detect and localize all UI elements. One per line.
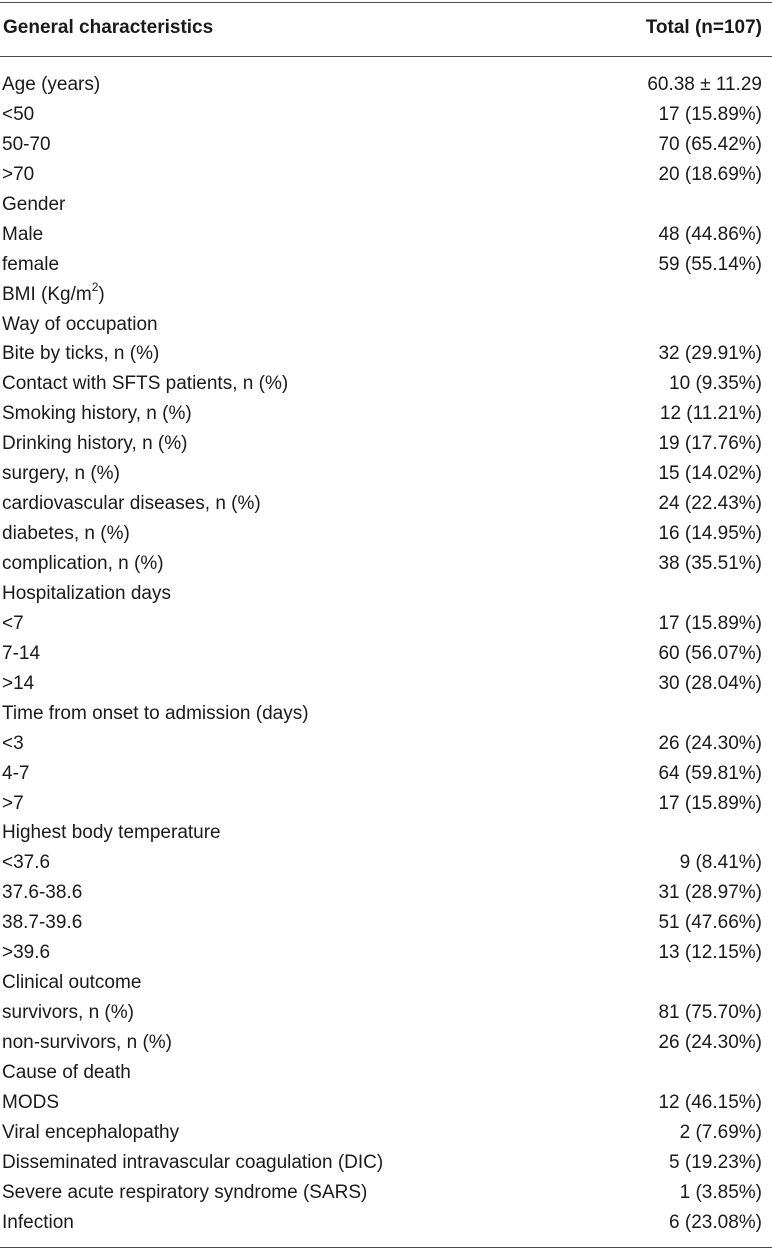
row-value: 24 (22.43%): [658, 493, 762, 515]
row-label: Viral encephalopathy: [2, 1121, 180, 1143]
table-row: [0, 549, 772, 579]
row-value: 19 (17.76%): [658, 433, 762, 455]
row-value: 38 (35.51%): [658, 553, 762, 574]
row-label: Disseminated intravascular coagulation (DIC): [2, 1151, 384, 1173]
row-label: Bite by ticks, n (%): [2, 343, 160, 365]
table-row: [0, 280, 772, 310]
table-row: [0, 369, 772, 399]
row-label: 50-70: [2, 133, 51, 155]
row-value: 60 (56.07%): [658, 642, 762, 664]
row-value: 6 (23.08%): [669, 1211, 762, 1233]
row-value: 70 (65.42%): [658, 133, 762, 155]
table-row: [0, 1148, 772, 1178]
table-row: [0, 100, 772, 130]
row-value: 26 (24.30%): [658, 732, 762, 754]
table-row: [0, 310, 772, 340]
row-label: 37.6-38.6: [2, 882, 83, 904]
row-label: Cause of death: [2, 1061, 131, 1083]
row-label: cardiovascular diseases, n (%): [2, 493, 261, 515]
row-value: 64 (59.81%): [658, 762, 762, 784]
table-body: [0, 70, 772, 1238]
table-row: [0, 339, 772, 369]
row-value: 5 (19.23%): [669, 1151, 762, 1173]
table-row: [0, 190, 772, 220]
row-label: Gender: [2, 193, 66, 215]
table-row: [0, 459, 772, 489]
row-label-suffix: ): [98, 283, 105, 305]
table-row: [0, 1208, 772, 1238]
row-label: Age (years): [2, 74, 101, 95]
row-label: Male: [2, 223, 44, 245]
row-value: 12 (11.21%): [659, 403, 762, 425]
row-value: 12 (46.15%): [658, 1091, 762, 1113]
table-row: [0, 818, 772, 848]
row-label: 4-7: [2, 762, 30, 784]
row-value: 17 (15.89%): [658, 612, 762, 634]
row-label: Severe acute respiratory syndrome (SARS): [2, 1181, 368, 1203]
row-value: 31 (28.97%): [658, 882, 762, 904]
row-label: Way of occupation: [2, 313, 158, 335]
table-row: [0, 639, 772, 669]
row-value: 1 (3.85%): [679, 1181, 762, 1203]
table-row: [0, 1028, 772, 1058]
table-row: [0, 669, 772, 699]
table-row: [0, 250, 772, 280]
table-row: [0, 699, 772, 729]
table-row: [0, 519, 772, 549]
table-row: [0, 609, 772, 639]
table-row: [0, 489, 772, 519]
row-value: 9 (8.41%): [679, 852, 762, 874]
row-label: <7: [2, 612, 24, 634]
table-row: [0, 729, 772, 759]
row-value: 26 (24.30%): [658, 1032, 762, 1053]
table-header: [0, 0, 772, 58]
row-label: Infection: [2, 1211, 74, 1233]
row-label: <50: [2, 103, 35, 125]
table-row: [0, 130, 772, 160]
table-row: [0, 220, 772, 250]
row-value: 59 (55.14%): [658, 253, 762, 275]
row-label: Contact with SFTS patients, n (%): [2, 373, 289, 395]
row-label: <37.6: [2, 852, 51, 874]
row-label: <3: [2, 732, 24, 754]
row-value: 81 (75.70%): [658, 1002, 762, 1024]
row-label-superscript: 2: [91, 280, 99, 295]
row-label: Time from onset to admission (days): [2, 702, 309, 724]
row-value: 51 (47.66%): [658, 912, 762, 934]
table-row: [0, 789, 772, 819]
table-row: [0, 399, 772, 429]
row-label-text: BMI (Kg/m: [2, 283, 92, 305]
header-rule: [0, 56, 772, 57]
table-row: [0, 759, 772, 789]
row-value: 16 (14.95%): [658, 523, 762, 545]
row-label: surgery, n (%): [2, 463, 120, 485]
row-label: [2, 280, 105, 310]
row-label: 7-14: [2, 642, 41, 664]
row-label: Smoking history, n (%): [2, 403, 192, 425]
row-label: Hospitalization days: [2, 582, 171, 604]
table-row: [0, 1058, 772, 1088]
row-label: Clinical outcome: [2, 972, 142, 994]
row-label: >14: [2, 672, 35, 694]
bottom-rule: [0, 1247, 772, 1248]
row-label: non-survivors, n (%): [2, 1032, 172, 1053]
table-row: [0, 908, 772, 938]
header-label: General characteristics: [3, 17, 214, 38]
row-value: 17 (15.89%): [658, 103, 762, 125]
row-label: >7: [2, 792, 24, 814]
row-value: 13 (12.15%): [658, 942, 762, 964]
row-label: Drinking history, n (%): [2, 433, 188, 455]
row-value: 48 (44.86%): [658, 223, 762, 245]
table-row: [0, 998, 772, 1028]
table-row: [0, 878, 772, 908]
row-label: >70: [2, 163, 35, 185]
row-label: survivors, n (%): [2, 1002, 134, 1024]
table-row: [0, 160, 772, 190]
row-label: complication, n (%): [2, 553, 164, 574]
row-value: 10 (9.35%): [669, 373, 762, 395]
table-row: [0, 968, 772, 998]
row-value: 30 (28.04%): [658, 672, 762, 694]
table-row: [0, 429, 772, 459]
table-row: [0, 1178, 772, 1208]
table-row: [0, 579, 772, 609]
table-row: [0, 938, 772, 968]
row-value: 32 (29.91%): [658, 343, 762, 365]
table-row: [0, 848, 772, 878]
row-label: diabetes, n (%): [2, 523, 130, 545]
table-row: [0, 1118, 772, 1148]
row-label: Highest body temperature: [2, 822, 221, 844]
row-label: MODS: [2, 1091, 59, 1113]
row-value: 17 (15.89%): [658, 792, 762, 814]
row-label: female: [2, 253, 60, 275]
row-label: >39.6: [2, 942, 51, 964]
header-value: Total (n=107): [645, 17, 762, 38]
row-label: 38.7-39.6: [2, 912, 83, 934]
table-row: [0, 1088, 772, 1118]
row-value: 60.38 ± 11.29: [647, 74, 762, 95]
row-value: 20 (18.69%): [658, 163, 762, 185]
row-value: 15 (14.02%): [658, 463, 762, 485]
row-value: 2 (7.69%): [679, 1121, 762, 1143]
table-row: [0, 70, 772, 100]
